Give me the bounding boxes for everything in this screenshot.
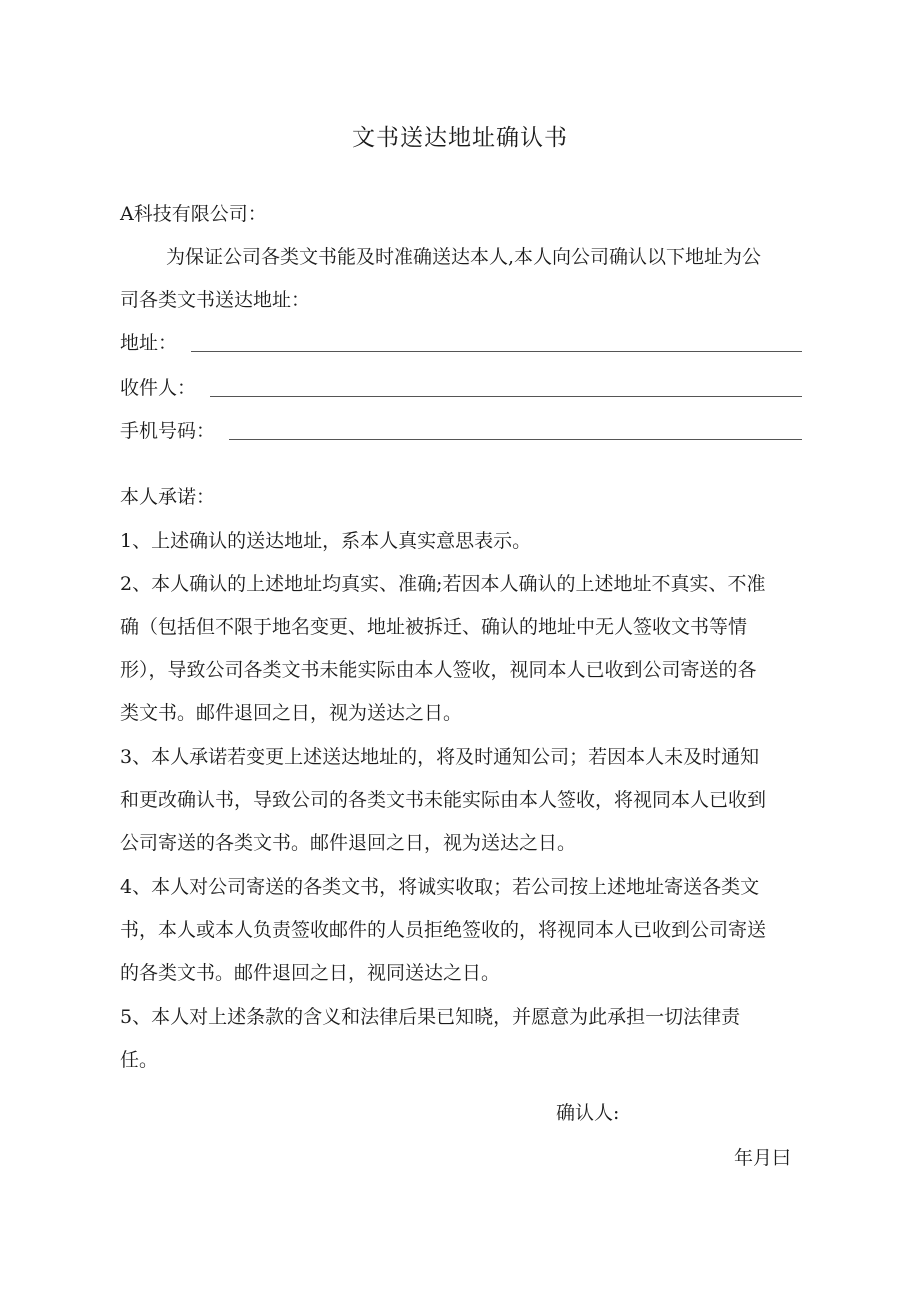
item-3-line-3: 公司寄送的各类文书。邮件退回之日，视为送达之日。: [120, 832, 577, 854]
address-field-row: [120, 328, 802, 358]
intro-line-2: 司各类文书送达地址：: [120, 289, 311, 311]
item-2-line-1: 2、本人确认的上述地址均真实、准确;若因本人确认的上述地址不真实、不准: [120, 573, 766, 595]
item-4-line-2: 书，本人或本人负责签收邮件的人员拒绝签收的，将视同本人已收到公司寄送: [120, 919, 767, 941]
item-2-line-2: 确（包括但不限于地名变更、地址被拆迁、确认的地址中无人签收文书等情: [120, 616, 748, 638]
phone-field-row: [120, 416, 802, 446]
phone-label: 手机号码：: [120, 420, 216, 442]
page-title: 文书送达地址确认书: [352, 125, 568, 151]
item-4-line-1: 4、本人对公司寄送的各类文书，将诚实收取；若公司按上述地址寄送各类文: [120, 876, 760, 898]
item-2-line-3: 形），导致公司各类文书未能实际由本人签收，视同本人已收到公司寄送的各: [120, 659, 757, 681]
recipient-label: 收件人：: [120, 377, 197, 399]
address-label: 地址：: [120, 332, 178, 354]
item-3-line-2: 和更改确认书，导致公司的各类文书未能实际由本人签收，将视同本人已收到: [120, 789, 767, 811]
date-label: 年月曰: [734, 1147, 792, 1169]
item-2-line-4: 类文书。邮件退回之日，视为送达之日。: [120, 702, 463, 724]
promise-heading: 本人承诺：: [120, 486, 216, 508]
confirmer-label: 确认人:: [556, 1102, 620, 1124]
item-5-line-2: 任。: [120, 1049, 159, 1071]
phone-blank-line: [229, 419, 802, 440]
addressee: A科技有限公司：: [120, 203, 267, 225]
recipient-field-row: [120, 373, 802, 403]
item-5-line-1: 5、本人对上述条款的含义和法律后果已知晓，并愿意为此承担一切法律责: [120, 1006, 741, 1028]
item-4-line-3: 的各类文书。邮件退回之日，视同送达之日。: [120, 962, 501, 984]
item-1-line-1: 1、上述确认的送达地址，系本人真实意思表示。: [120, 530, 532, 552]
address-blank-line: [191, 331, 802, 352]
item-3-line-1: 3、本人承诺若变更上述送达地址的，将及时通知公司；若因本人未及时通知: [120, 746, 760, 768]
intro-line-1: 为保证公司各类文书能及时准确送达本人,本人向公司确认以下地址为公: [166, 246, 762, 268]
recipient-blank-line: [210, 376, 802, 397]
